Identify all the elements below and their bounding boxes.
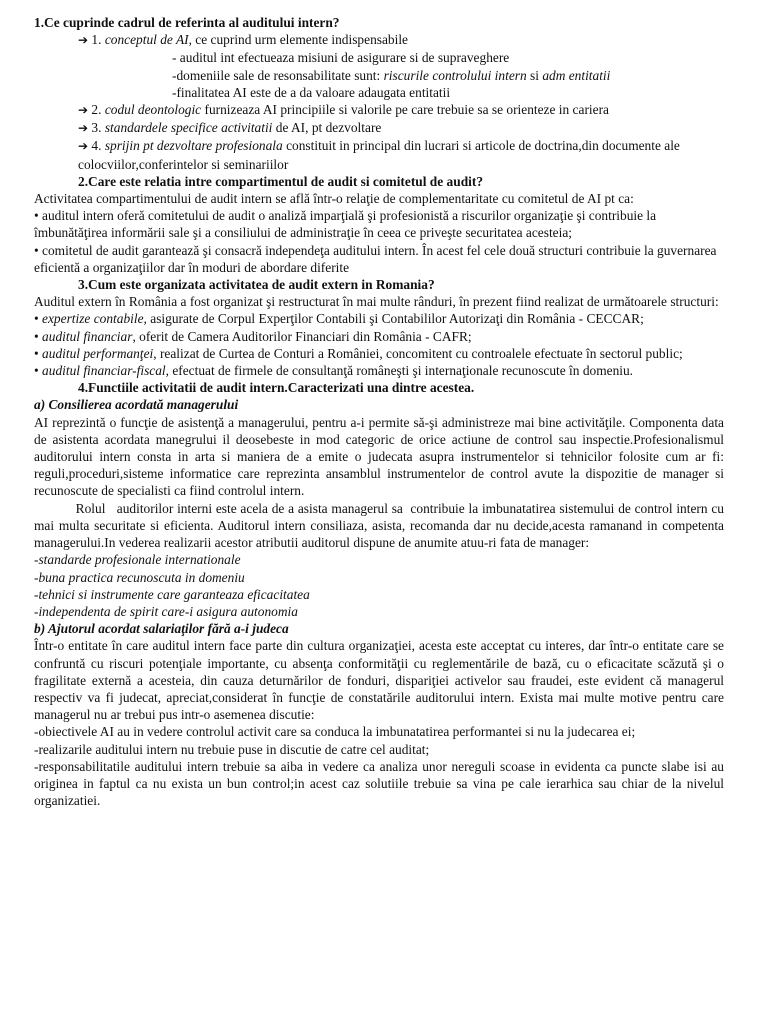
q1-heading: 1.Ce cuprinde cadrul de referinta al auditului intern? <box>34 15 340 30</box>
q1-sub-1: - auditul int efectueaza misiuni de asigurare si de supraveghere <box>172 50 510 66</box>
arrow-right-icon: ➔ <box>78 139 89 154</box>
q2-heading: 2.Care este relatia intre compartimentul de audit si comitetul de audit? <box>78 173 484 189</box>
q4-section-b-title: b) Ajutorul acordat salariaţilor fără a-i judeca <box>34 621 289 637</box>
q4-section-b-list-item: -obiectivele AI au in vedere controlul activit care sa conduca la imbunatatirea performantei si nu la judecarea ei; <box>34 724 636 740</box>
q1-sub-2: -domeniile sale de resonsabilitate sunt: riscurile controlului intern si adm entitatii <box>172 67 611 83</box>
q4-heading: 4.Functiile activitatii de audit intern.Caracterizati una dintre acestea. <box>78 380 475 396</box>
q4-section-b-paragraph-1: Într-o entitate în care auditul intern face parte din cultura organizaţiei, acesta este acceptat cu interes, dar într-o entitate care se confruntă cu riscuri potenţiale importante, cu absenţa conformităţii cu reglementările de bază, cu o eficacitate scăzută şi o fragilitate externă a acesteia, din cauza deturnărilor de fonduri, dispariţiei activelor sau fraudei, este evident că managerul respectiv va fi judecat, apreciat,considerat în funcţie de constatările auditorului intern. Exista mai multe motive pentru care managerul nu ar trebui pus intr-o asemenea discutie: <box>34 638 724 723</box>
q3-bullet-3: • auditul performanţei, realizat de Curtea de Conturi a României, concomitent cu controalele efectuate în sectorul public; <box>34 345 683 361</box>
arrow-right-icon: ➔ <box>78 121 89 136</box>
document-page <box>34 14 728 809</box>
q1-item-2: ➔ 2. codul deontologic furnizeaza AI principiile si valorile pe care trebuie sa se orienteze in cariera <box>78 102 609 118</box>
q4-section-a-paragraph-1: AI reprezintă o funcţie de asistenţă a managerului, pentru a-i permite să-şi administreze mai bine activităţile. Componenta data de asistenta acordata manegrului il deosebeste in mod categoric de orice actiune de control sau inspectie.Profesionalismul auditorului intern consta in arta si maniera de a emite o judecata asupra instrumentelor si tehnicilor folosite cum ar fi: reguli,proceduri,sisteme informatice care reprezinta ansamblul instrumentelor de control avute la dispozitie de manager si recunoscute de specialisti ca fiind controlul intern. <box>34 414 724 499</box>
q4-section-a-list-item: -independenta de spirit care-i asigura autonomia <box>34 603 298 619</box>
q4-section-b-list-item: -responsabilitatile auditului intern trebuie sa aiba in vedere ca analiza unor nereguli scoase in evidenta ca puncte slabe isi au originea in faptul ca nu exista un bun control;in acest caz solutiile trebuie sa vina pe cale ierarhica sau chiar de la nivelul organizatiei. <box>34 758 724 809</box>
q1-item-1: ➔ 1. conceptul de AI, ce cuprind urm elemente indispensabile <box>78 32 408 48</box>
q3-bullet-1: • expertize contabile, asigurate de Corpul Experţilor Contabili şi Contabililor Autorizaţi din România - CECCAR; <box>34 311 644 327</box>
q4-section-a-list-item: -buna practica recunoscuta in domeniu <box>34 569 245 585</box>
q2-bullet-1: • auditul intern oferă comitetului de audit o analiză imparţială şi profesionistă a riscurilor organizaţie şi contribuie la îmbunătăţirea informării sale şi a consiliului de administraţie în ceea ce priveşte securitatea acesteia; <box>34 208 657 241</box>
q1-sub-3: -finalitatea AI este de a da valoare adaugata entitatii <box>172 84 451 100</box>
q2-intro: Activitatea compartimentului de audit intern se află într-o relaţie de complementaritate cu comitetul de AI pt ca: <box>34 191 634 207</box>
q4-section-a-list-item: -tehnici si instrumente care garanteaza eficacitatea <box>34 586 310 602</box>
q1-item-4: ➔ 4. sprijin pt dezvoltare profesionala constituit in principal din lucrari si articole de doctrina,din documente ale colocviilor,conferintelor si seminariilor <box>78 138 680 172</box>
q3-bullet-4: • auditul financiar-fiscal, efectuat de firmele de consultanţă româneşti şi internaţionale recunoscute în domeniu. <box>34 363 634 379</box>
q3-intro: Auditul extern în România a fost organizat şi restructurat în mai multe rânduri, în prezent fiind realizat de următoarele structuri: <box>34 294 719 310</box>
q4-section-a-title: a) Consilierea acordată managerului <box>34 397 239 413</box>
q3-bullet-2: • auditul financiar, oferit de Camera Auditorilor Financiari din România - CAFR; <box>34 328 472 344</box>
q1-item-3: ➔ 3. standardele specifice activitatii de AI, pt dezvoltare <box>78 120 382 136</box>
q4-section-b-list-item: -realizarile auditului intern nu trebuie puse in discutie de catre cel auditat; <box>34 741 430 757</box>
arrow-right-icon: ➔ <box>78 33 89 48</box>
q2-bullet-2: • comitetul de audit garantează şi consacră independeţa auditului intern. În acest fel cele două structuri contribuie la guvernarea eficientă a organizaţiilor dar în moduri de abordare diferite <box>34 242 717 275</box>
q4-section-a-paragraph-2: Rolul auditorilor interni este acela de a asista managerul sa contribuie la imbunatatirea sistemului de control intern cu mai multa securitate si eficienta. Auditorul intern consiliaza, asista, recomanda dar nu decide,acesta ramanand in competenta managerului.In vederea realizarii acestor atributii auditorul dispune de anumite atuu-ri fata de manager: <box>34 500 728 551</box>
arrow-right-icon: ➔ <box>78 103 89 118</box>
q4-section-a-list-item: -standarde profesionale internationale <box>34 552 241 568</box>
q3-heading: 3.Cum este organizata activitatea de audit extern in Romania? <box>78 277 435 293</box>
